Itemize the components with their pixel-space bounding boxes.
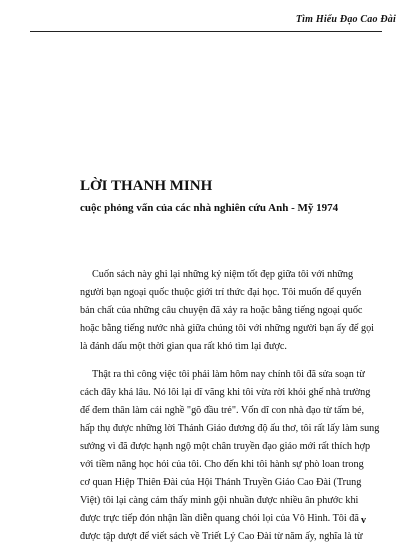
- text-line: sướng vì đã được hạnh ngộ một chân truyền đạo giáo mới rất thích hợp: [80, 441, 371, 452]
- page-number: v: [361, 515, 366, 526]
- header-divider: [30, 31, 382, 32]
- text-line: được tập dượt để viết sách về Triết Lý Cao Đài từ năm ấy, nghĩa là từ: [80, 531, 363, 542]
- text-line: Cuốn sách này ghi lại những kỷ niệm tốt đẹp giữa tôi với những: [92, 269, 354, 280]
- text-line: cơ quan Hiệp Thiên Đài của Hội Thánh Truyền Giáo Cao Đài (Trung: [80, 477, 362, 488]
- text-line: với tiềm năng học hỏi của tôi. Cho đến khi tôi hành sự phò loan trong: [80, 459, 364, 470]
- text-line: hấp thụ được những lời Thánh Giáo đương độ ấu thơ, tôi rất lấy làm sung: [80, 423, 380, 434]
- chapter-title: LỜI THANH MINH: [80, 178, 213, 194]
- text-line: hoặc bằng tiếng nước nhà giữa chúng tôi với những người bạn ấy để gọi: [80, 323, 375, 334]
- text-line: để đem thân làm cái nghề "gõ đầu trẻ". Vốn dĩ con nhà đạo từ tấm bé,: [80, 405, 365, 416]
- text-line: người bạn ngoại quốc thuộc giới trí thức đại học. Tôi muốn để quyển: [80, 287, 362, 298]
- text-line: cách đây khá lâu. Nó lôi lại dĩ vãng khi tôi vừa rời khỏi ghế nhà trường: [80, 387, 371, 398]
- paragraph-1: [80, 266, 380, 356]
- running-header: Tìm Hiểu Đạo Cao Đài: [295, 14, 396, 25]
- chapter-subtitle: cuộc phỏng vấn của các nhà nghiên cứu Anh - Mỹ 1974: [80, 202, 339, 214]
- text-line: được trực tiếp đón nhận lần diễn quang chói lọi của Vô Hình. Tôi đã: [80, 513, 359, 524]
- text-line: bản chất của những câu chuyện đã xảy ra hoặc bằng tiếng ngoại quốc: [80, 305, 363, 316]
- body-text: [80, 266, 380, 556]
- text-line: là đánh dấu một thời gian qua rất khó tìm lại được.: [80, 341, 287, 352]
- paragraph-2: [80, 366, 380, 546]
- text-line: Việt) tôi lại càng cảm thấy mình gội nhuần được nhiều ân phước khi: [80, 495, 359, 506]
- text-line: Thật ra thì công việc tôi phải làm hôm nay chính tôi đã sửa soạn từ: [92, 369, 365, 380]
